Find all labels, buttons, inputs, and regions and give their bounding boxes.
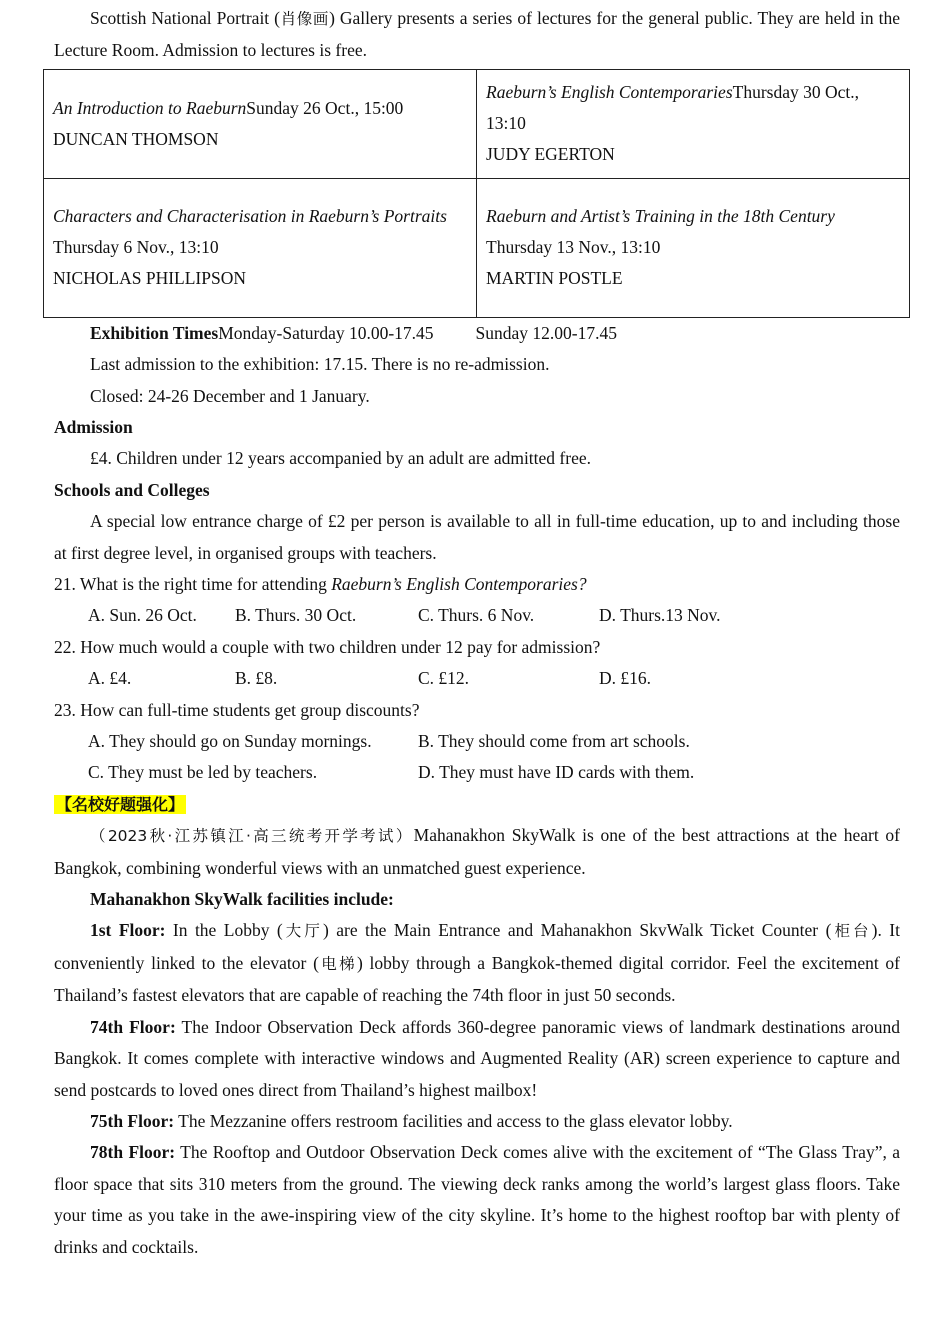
- schools-heading: [54, 475, 900, 506]
- lecture-time: Thursday 30 Oct., 13:10: [486, 82, 859, 134]
- option-d: D. Thurs.13 Nov.: [599, 605, 721, 626]
- floor-text: ) are the Main Entrance and Mahanakhon SkvWalk Ticket Counter (: [322, 920, 832, 941]
- lecture-title: An Introduction to Raeburn: [53, 97, 247, 118]
- lecture-time: Thursday 6 Nov., 13:10: [53, 237, 219, 258]
- closed-dates: Closed: 24-26 December and 1 January.: [90, 385, 370, 406]
- option-b: B. Thurs. 30 Oct.: [235, 605, 357, 626]
- intro-text-2: ) Gallery presents a series of lectures for the general public. They are held in the Lecture Room. Admission to lectures is free.: [54, 8, 900, 61]
- lecture-speaker: MARTIN POSTLE: [486, 268, 623, 289]
- lecture-speaker: JUDY EGERTON: [486, 144, 615, 165]
- lecture-time: Sunday 26 Oct., 15:00: [246, 97, 404, 118]
- facilities-heading: [54, 884, 900, 915]
- option-d: D. £16.: [599, 668, 652, 689]
- skywalk-intro: [54, 820, 900, 884]
- option-b: B. They should come from art schools.: [418, 731, 690, 752]
- question-stem: 23. How can full-time students get group discounts?: [54, 699, 420, 720]
- exhibition-weekdays: Monday-Saturday 10.00-17.45: [218, 322, 434, 343]
- option-a: A. They should go on Sunday mornings.: [88, 731, 372, 752]
- option-a: A. Sun. 26 Oct.: [88, 605, 197, 626]
- lecture-row: [44, 178, 910, 317]
- question-text: 21. What is the right time for attending: [54, 574, 332, 595]
- lecture-table: [43, 69, 910, 318]
- admission-text: £4. Children under 12 years accompanied by an adult are admitted free.: [90, 448, 591, 469]
- floor-text: The Mezzanine offers restroom facilities and access to the glass elevator lobby.: [174, 1110, 733, 1131]
- option-d: D. They must have ID cards with them.: [418, 762, 695, 783]
- floor-74-paragraph: [54, 1012, 900, 1106]
- question-source: （2023秋·江苏镇江·高三统考开学考试）: [90, 827, 414, 846]
- floor-text: In the Lobby (: [165, 920, 283, 941]
- question-options: [54, 663, 900, 694]
- floor-label: 1st Floor:: [90, 920, 166, 941]
- lecture-title: Raeburn’s English Contemporaries: [486, 82, 733, 102]
- question-stem: [54, 569, 900, 600]
- floor-label: 78th Floor:: [90, 1142, 176, 1163]
- floor-text: The Rooftop and Outdoor Observation Deck comes alive with the excitement of “The Glass Tray”, a floor space that sits 310 meters from the ground. The viewing deck ranks among the world’s largest glass floors. Take your time as you take in the awe-inspiring view of the city skyline. It’s home to the highest rooftop bar with plenty of drinks and cocktails.: [54, 1142, 900, 1257]
- cn-term: 大厅: [282, 922, 323, 941]
- schools-text: A special low entrance charge of £2 per person is available to all in full-time education, up to and including those at first degree level, in organised groups with teachers.: [54, 511, 900, 563]
- lecture-time: Thursday 13 Nov., 13:10: [486, 237, 661, 258]
- cn-term: 柜台: [831, 922, 872, 941]
- skywalk-intro-text: Mahanakhon SkyWalk is one of the best attractions at the heart of Bangkok, combining wonderful views with an unmatched guest experience.: [54, 825, 900, 878]
- section-tag-highlight: 【名校好题强化】: [56, 794, 185, 814]
- floor-text: ). It conveniently linked to the elevator (: [54, 920, 900, 973]
- exhibition-times: [54, 318, 900, 349]
- intro-paragraph: [54, 3, 900, 67]
- floor-78-paragraph: [54, 1137, 900, 1263]
- document-page: [54, 3, 900, 1263]
- last-admission: Last admission to the exhibition: 17.15. There is no re-admission.: [90, 354, 550, 375]
- lecture-title: Characters and Characterisation in Raeburn’s Portraits: [53, 206, 447, 226]
- floor-text: ) lobby through a Bangkok-themed digital corridor. Feel the excitement of Thailand’s fastest elevators that are capable of reaching the 74th floor in just 50 seconds.: [54, 952, 901, 1006]
- floor-label: 75th Floor:: [90, 1110, 175, 1131]
- option-c: C. Thurs. 6 Nov.: [418, 605, 535, 626]
- section-tag: [54, 789, 900, 820]
- option-c: C. They must be led by teachers.: [88, 762, 318, 783]
- lecture-row: [44, 69, 910, 178]
- lecture-cell: [44, 178, 477, 317]
- lecture-cell: [477, 69, 910, 178]
- question-options: [54, 600, 900, 631]
- floor-label: 74th Floor:: [90, 1016, 176, 1037]
- option-c: C. £12.: [418, 668, 470, 689]
- admission-heading-text: Admission: [54, 417, 133, 438]
- question-italic-text: Raeburn’s English Contemporaries?: [331, 574, 587, 595]
- schools-heading-text: Schools and Colleges: [54, 479, 210, 500]
- exhibition-sunday: Sunday 12.00-17.45: [475, 322, 617, 343]
- admission-heading: [54, 412, 900, 443]
- cn-term: 电梯: [318, 954, 357, 973]
- option-b: B. £8.: [235, 668, 278, 689]
- lecture-title: Raeburn and Artist’s Training in the 18th Century: [486, 206, 835, 226]
- facilities-heading-text: Mahanakhon SkyWalk facilities include:: [90, 889, 394, 910]
- option-a: A. £4.: [88, 668, 132, 689]
- intro-text-1: Scottish National Portrait (: [90, 8, 281, 28]
- question-options: [54, 726, 900, 757]
- lecture-cell: [477, 178, 910, 317]
- floor-text: The Indoor Observation Deck affords 360-degree panoramic views of landmark destinations around Bangkok. It comes complete with interactive windows and Augmented Reality (AR) screen experience to capture and send postcards to loved ones direct from Thailand’s highest mailbox!: [54, 1016, 901, 1100]
- lecture-speaker: NICHOLAS PHILLIPSON: [53, 268, 246, 289]
- floor-75-paragraph: [54, 1106, 900, 1137]
- lecture-speaker: DUNCAN THOMSON: [53, 128, 219, 149]
- question-options: [54, 757, 900, 788]
- question-stem: 22. How much would a couple with two children under 12 pay for admission?: [54, 636, 601, 657]
- exhibition-label: Exhibition Times: [90, 322, 219, 343]
- floor-1-paragraph: [54, 915, 900, 1011]
- lecture-cell: [44, 69, 477, 178]
- intro-cn-term: 肖像画: [280, 10, 330, 28]
